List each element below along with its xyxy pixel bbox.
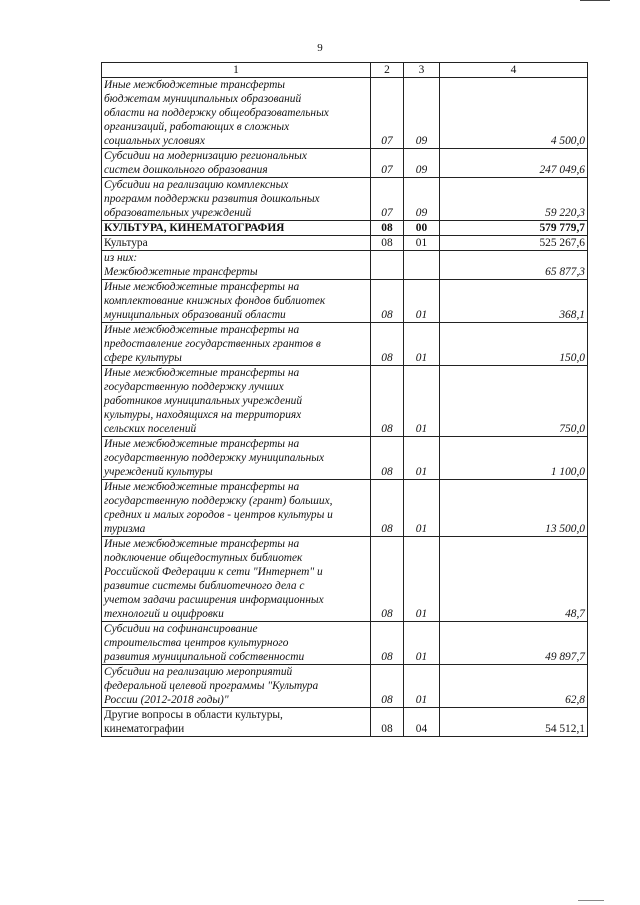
amount-cell: 368,1 [440,280,588,323]
section-code: 08 [371,323,404,366]
description-line: сельских поселений [104,423,197,435]
description-line: Российской Федерации к сети "Интернет" и [104,566,323,578]
section-code: 08 [371,665,404,708]
header-col-4: 4 [440,63,588,78]
row-description [102,149,371,178]
table-row [102,323,588,366]
description-line: культуры, находящихся на территориях [104,409,302,421]
description-line: Субсидии на модернизацию региональных [104,150,307,162]
amount-cell: 1 100,0 [440,437,588,480]
section-code: 08 [371,437,404,480]
description-line: Иные межбюджетные трансферты на [104,281,300,293]
subsection-code: 09 [404,149,440,178]
amount-cell: 579 779,7 [440,221,588,236]
subsection-code: 01 [404,480,440,537]
description-line: Культура [104,237,148,249]
table-row [102,437,588,480]
header-col-3: 3 [404,63,440,78]
description-line: муниципальных образований области [104,309,286,321]
amount-cell: 750,0 [440,366,588,437]
description-line: государственную поддержку (грант) больших, [104,495,333,507]
description-line: развития муниципальной собственности [104,651,305,663]
section-code: 08 [371,622,404,665]
description-line: работников муниципальных учреждений [104,395,303,407]
table-row [102,665,588,708]
description-line: систем дошкольного образования [104,164,268,176]
page-number: 9 [317,42,323,54]
description-line: Субсидии на реализацию мероприятий [104,666,293,678]
description-line: учреждений культуры [104,466,213,478]
row-description [102,251,371,280]
table-row [102,236,588,251]
scan-mark-bottom [578,900,604,901]
description-line: Иные межбюджетные трансферты на [104,538,300,550]
subsection-code: 01 [404,537,440,622]
description-line: России (2012-2018 годы)" [104,694,229,706]
description-line: федеральной целевой программы "Культура [104,680,319,692]
row-description [102,665,371,708]
amount-cell: 4 500,0 [440,78,588,149]
description-line: технологий и оцифровки [104,608,224,620]
row-description [102,78,371,149]
description-line: государственную поддержку лучших [104,381,284,393]
amount-cell: 49 897,7 [440,622,588,665]
scan-mark-top [580,0,610,1]
amount-cell: 150,0 [440,323,588,366]
subsection-code: 09 [404,78,440,149]
row-description [102,480,371,537]
section-code: 08 [371,280,404,323]
table-row [102,366,588,437]
subsection-code [404,251,440,280]
section-code: 07 [371,78,404,149]
description-line: Иные межбюджетные трансферты [104,79,286,91]
description-line: Иные межбюджетные трансферты на [104,438,300,450]
subsection-code: 01 [404,665,440,708]
description-line: средних и малых городов - центров культуры и [104,509,333,521]
amount-cell: 59 220,3 [440,178,588,221]
table-row [102,480,588,537]
row-description [102,708,371,737]
description-line: программ поддержки развития дошкольных [104,193,320,205]
description-line: бюджетам муниципальных образований [104,93,302,105]
subsection-code: 01 [404,366,440,437]
row-description [102,537,371,622]
description-line: подключение общедоступных библиотек [104,552,303,564]
row-description [102,323,371,366]
amount-cell: 65 877,3 [440,251,588,280]
description-line: предоставление государственных грантов в [104,338,321,350]
description-line: развитие системы библиотечного дела с [104,580,305,592]
description-line: социальных условиях [104,135,205,147]
description-line: Межбюджетные трансферты [104,266,258,278]
budget-table-body [102,63,588,737]
subsection-code: 01 [404,622,440,665]
amount-cell: 525 267,6 [440,236,588,251]
section-code: 08 [371,236,404,251]
table-header-row [102,63,588,78]
budget-table [101,62,588,737]
description-line: сфере культуры [104,352,182,364]
description-line: организаций, работающих в сложных [104,121,290,133]
description-line: учетом задачи расширения информационных [104,594,324,606]
description-line: Субсидии на реализацию комплексных [104,179,289,191]
table-row [102,251,588,280]
description-line: Иные межбюджетные трансферты на [104,367,300,379]
table-row [102,280,588,323]
section-code: 08 [371,480,404,537]
description-line: строительства центров культурного [104,637,289,649]
amount-cell: 54 512,1 [440,708,588,737]
description-line: КУЛЬТУРА, КИНЕМАТОГРАФИЯ [104,222,285,234]
table-row [102,537,588,622]
header-col-1: 1 [102,63,371,78]
section-code: 08 [371,537,404,622]
description-line: Иные межбюджетные трансферты на [104,324,300,336]
amount-cell: 62,8 [440,665,588,708]
description-line: государственную поддержку муниципальных [104,452,325,464]
section-code: 07 [371,149,404,178]
subsection-code: 01 [404,280,440,323]
description-line: Субсидии на софинансирование [104,623,258,635]
description-line: Другие вопросы в области культуры, [104,709,283,721]
amount-cell: 247 049,6 [440,149,588,178]
row-description [102,280,371,323]
subsection-code: 09 [404,178,440,221]
subsection-code: 01 [404,236,440,251]
row-description [102,221,371,236]
section-code: 07 [371,178,404,221]
amount-cell: 48,7 [440,537,588,622]
description-line: области на поддержку общеобразовательных [104,107,329,119]
section-code [371,251,404,280]
subsection-code: 00 [404,221,440,236]
row-description [102,236,371,251]
section-code: 08 [371,708,404,737]
row-description [102,366,371,437]
header-col-2: 2 [371,63,404,78]
description-line: образовательных учреждений [104,207,252,219]
subsection-code: 04 [404,708,440,737]
table-row [102,708,588,737]
table-row [102,78,588,149]
description-line: туризма [104,523,146,535]
table-row [102,149,588,178]
section-code: 08 [371,366,404,437]
description-line: кинематографии [104,723,185,735]
row-description [102,178,371,221]
row-description [102,622,371,665]
table-row [102,178,588,221]
row-description [102,437,371,480]
description-line: из них: [104,252,138,264]
section-code: 08 [371,221,404,236]
subsection-code: 01 [404,323,440,366]
subsection-code: 01 [404,437,440,480]
description-line: Иные межбюджетные трансферты на [104,481,300,493]
table-row [102,221,588,236]
amount-cell: 13 500,0 [440,480,588,537]
table-row [102,622,588,665]
description-line: комплектование книжных фондов библиотек [104,295,326,307]
